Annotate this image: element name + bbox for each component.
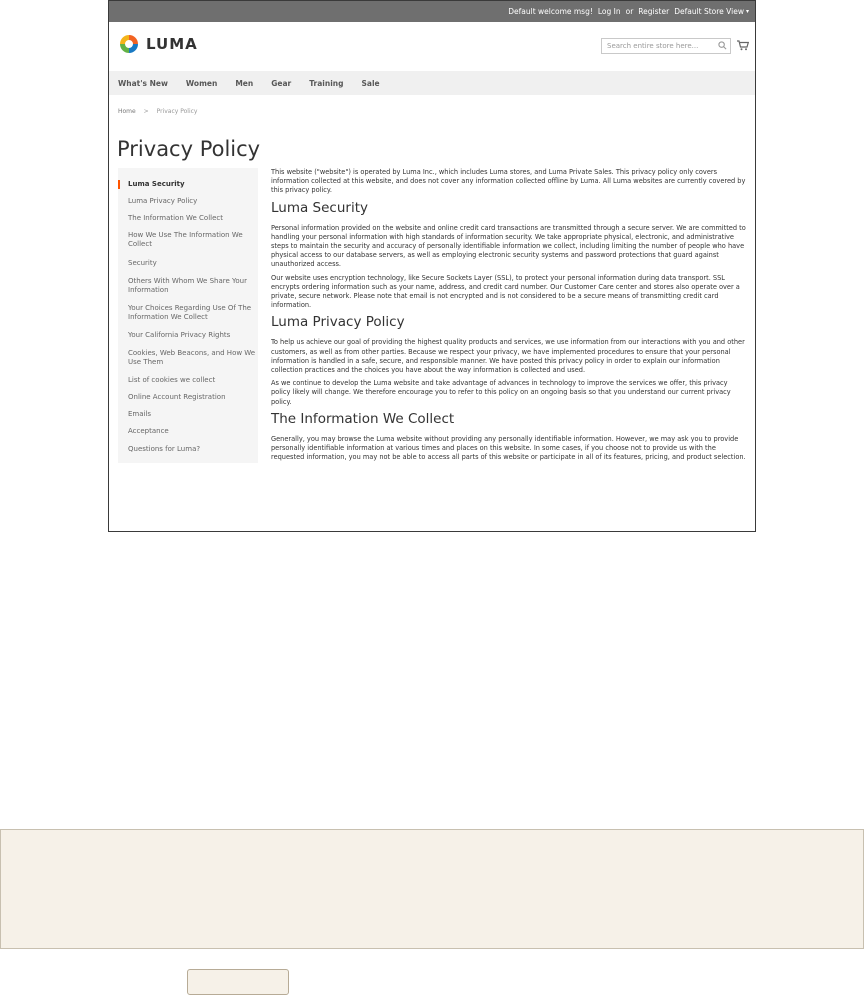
nav-item-women[interactable]: Women	[185, 78, 218, 88]
section-heading-information-we-collect: The Information We Collect	[271, 410, 455, 427]
sidebar-item-luma-security[interactable]: Luma Security	[118, 180, 258, 189]
section-paragraph: Our website uses encryption technology, like Secure Sockets Layer (SSL), to protect your personal information during data transport. SSL encrypts ordering information such as your name, address, and credit card number. Our Customer Care center and stores also operate over a private, secure network. Please note that email is not encrypted and is not considered to be a secure means of transmitting credit card information.	[271, 273, 740, 310]
breadcrumb-separator: >	[143, 108, 149, 115]
info-banner	[0, 829, 864, 949]
section-paragraph: Generally, you may browse the Luma website without providing any personally identifiable information. However, we may ask you to provide personally identifiable information at various times and places on this website. In some cases, if you choose not to provide us with the requested information, you may not be able to access all parts of this website or participate in all of its features, pricing, and product selection.	[271, 434, 746, 462]
login-link[interactable]: Log In	[597, 7, 621, 16]
breadcrumb-home[interactable]: Home	[118, 108, 136, 115]
search-input[interactable]	[601, 38, 731, 54]
nav-item-training[interactable]: Training	[309, 78, 344, 88]
logo[interactable]	[118, 33, 198, 55]
breadcrumb	[118, 108, 197, 115]
sidebar-item-security[interactable]: Security	[128, 259, 157, 267]
section-paragraph: Personal information provided on the website and online credit card transactions are transmitted through a secure server. We are committed to handling your personal information with high standards of information security. We take appropriate physical, electronic, and administrative steps to maintain the security and accuracy of personally identifiable information we collect, including limiting the number of people who have physical access to our database servers, as well as employing electronic security systems and password protections that guard against unauthorized access.	[271, 223, 746, 269]
sidebar-item-questions[interactable]: Questions for Luma?	[128, 445, 201, 453]
page-title: Privacy Policy	[117, 137, 261, 162]
section-paragraph: As we continue to develop the Luma website and take advantage of advances in technology to improve the services we offer, this privacy policy likely will change. We therefore encourage you to refer to this policy on an ongoing basis so that you understand our current privacy policy.	[271, 379, 731, 406]
chevron-down-icon[interactable]: ▾	[745, 8, 749, 15]
sidebar-item-california-privacy-rights[interactable]: Your California Privacy Rights	[128, 331, 231, 339]
sidebar-item-how-we-use-information[interactable]: How We Use The Information We Collect	[128, 231, 243, 248]
register-link[interactable]: Register	[638, 7, 670, 16]
nav-item-whats-new[interactable]: What's New	[118, 78, 168, 88]
sidebar-item-your-choices[interactable]: Your Choices Regarding Use Of The Information We Collect	[128, 304, 252, 321]
sidebar-item-list-of-cookies[interactable]: List of cookies we collect	[128, 376, 216, 384]
or-text: or	[625, 7, 634, 16]
section-paragraph: To help us achieve our goal of providing the highest quality products and services, we use information from our interactions with you and other customers, as well as from other parties. Because we respect your privacy, we have implemented procedures to ensure that your personal information is handled in a safe, secure, and responsible manner. We have posted this privacy policy in order to explain our information collection practices and the choices you have about the way information is collected and used.	[271, 338, 745, 375]
sidebar-item-emails[interactable]: Emails	[128, 410, 152, 418]
search-placeholder: Search entire store here...	[607, 42, 699, 50]
sidebar-navigation	[118, 168, 258, 463]
store-view-switcher[interactable]: Default Store View	[674, 7, 744, 16]
nav-item-gear[interactable]: Gear	[271, 78, 292, 88]
nav-item-men[interactable]: Men	[235, 78, 254, 88]
section-heading-luma-privacy-policy: Luma Privacy Policy	[271, 314, 405, 331]
nav-item-sale[interactable]: Sale	[361, 78, 380, 88]
logo-text: LUMA	[146, 35, 198, 53]
banner-button[interactable]	[187, 969, 289, 995]
main-content	[271, 168, 749, 466]
search-icon[interactable]	[718, 41, 727, 50]
breadcrumb-current: Privacy Policy	[156, 108, 198, 115]
screenshot-frame	[108, 0, 756, 532]
intro-paragraph: This website ("website") is operated by Luma Inc., which includes Luma stores, and Luma Private Sales. This privacy policy only covers information collected at this website, and does not cover any information collected offline by Luma. All Luma websites are currently covered by this privacy policy.	[271, 168, 746, 195]
sidebar-item-cookies-web-beacons[interactable]: Cookies, Web Beacons, and How We Use Them	[128, 349, 256, 366]
sidebar-item-luma-privacy-policy[interactable]: Luma Privacy Policy	[128, 197, 198, 205]
section-heading-luma-security: Luma Security	[271, 199, 368, 216]
luma-logo-icon	[118, 33, 140, 55]
main-navigation	[109, 71, 755, 95]
top-bar	[109, 1, 755, 22]
sidebar-item-acceptance[interactable]: Acceptance	[128, 427, 169, 435]
sidebar-item-online-account-registration[interactable]: Online Account Registration	[128, 393, 226, 401]
site-header	[109, 22, 755, 71]
sidebar-item-information-we-collect[interactable]: The Information We Collect	[128, 214, 223, 222]
sidebar-item-others-we-share-with[interactable]: Others With Whom We Share Your Information	[128, 277, 247, 294]
welcome-message: Default welcome msg!	[508, 7, 593, 16]
cart-icon[interactable]	[737, 40, 749, 51]
